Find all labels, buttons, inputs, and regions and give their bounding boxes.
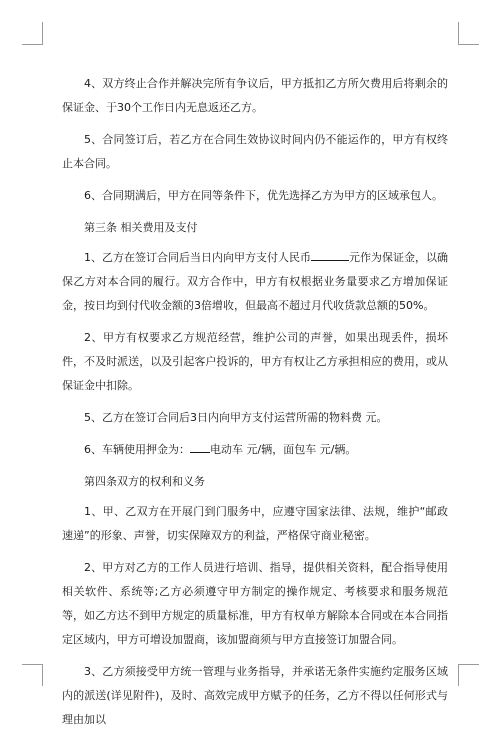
section-heading-article-3: 第三条 相关费用及支付 bbox=[84, 221, 198, 234]
paragraph-2-standard-operation: 2、甲方有权要求乙方规范经营，维护公司的声誉，如果出现丢件，损坏件，不及时派送，以及引起客户投诉的，甲方有权让乙方承担相应的费用，或从保证金中扣除。 bbox=[62, 331, 448, 392]
crop-mark-bottom-left-horizontal bbox=[22, 664, 43, 665]
paragraph-3-management: 3、乙方须接受甲方统一管理与业务指导，并承诺无条件实施约定服务区域内的派送(详见附件)，及时、高效完成甲方赋予的任务，乙方不得以任何形式与理由加以 bbox=[62, 665, 448, 726]
paragraph-1-compliance: 1、甲、乙双方在开展门到门服务中，应遵守国家法律、法规，维护“邮政速递”的形象、声誉，切实保障双方的利益，严格保守商业秘密。 bbox=[62, 505, 448, 542]
deposit-text-after: 元作为保证金，以确保乙方对本合同的履行。双方合作中，甲方有权根据业务量要求乙方增加保证金，按日均到付代收金额的3倍增收，但最高不超过月代收货款总额的50%。 bbox=[62, 251, 448, 312]
deposit-amount-blank bbox=[311, 248, 349, 261]
crop-mark-bottom-right-vertical bbox=[458, 664, 459, 686]
crop-mark-bottom-left-vertical bbox=[42, 664, 43, 686]
paragraph-5-contract-termination: 5、合同签订后，若乙方在合同生效协议时间内仍不能运作的，甲方有权终止本合同。 bbox=[62, 133, 448, 170]
paragraph-6-vehicle-deposit bbox=[62, 438, 448, 462]
deposit-text-before: 1、乙方在签订合同后当日内向甲方支付人民币 bbox=[84, 251, 311, 264]
paragraph-6-renewal-priority: 6、合同期满后，甲方在同等条件下，优先选择乙方为甲方的区域承包人。 bbox=[84, 189, 443, 202]
section-heading-article-4: 第四条双方的权利和义务 bbox=[84, 475, 205, 488]
crop-mark-top-left-vertical bbox=[42, 22, 43, 44]
crop-mark-top-left-horizontal bbox=[22, 44, 43, 45]
paragraph-1-deposit bbox=[62, 246, 448, 318]
vehicle-deposit-text-before: 6、车辆使用押金为： bbox=[84, 443, 190, 456]
vehicle-deposit-blank bbox=[190, 440, 210, 453]
crop-mark-top-right-vertical bbox=[458, 22, 459, 44]
paragraph-5-material-fee: 5、乙方在签订合同后3日内向甲方支付运营所需的物料费 元。 bbox=[84, 411, 388, 424]
paragraph-4-termination-refund: 4、双方终止合作并解决完所有争议后，甲方抵扣乙方所欠费用后将剩余的保证金、于30个工作日内无息返还乙方。 bbox=[62, 77, 448, 114]
crop-mark-top-right-horizontal bbox=[458, 44, 479, 45]
paragraph-2-training: 2、甲方对乙方的工作人员进行培训、指导，提供相关资料，配合指导使用相关软件、系统等;乙方必须遵守甲方制定的操作规定、考核要求和服务规范等，如乙方达不到甲方规定的质量标准，甲方有权单方解除本合同或在本合同指定区域内，甲方可增设加盟商，该加盟商须与甲方直接签订加盟合同。 bbox=[62, 561, 448, 646]
crop-mark-bottom-right-horizontal bbox=[458, 664, 479, 665]
vehicle-deposit-text-after: 电动车 元/辆，面包车 元/辆。 bbox=[210, 443, 357, 456]
document-body bbox=[62, 72, 448, 740]
